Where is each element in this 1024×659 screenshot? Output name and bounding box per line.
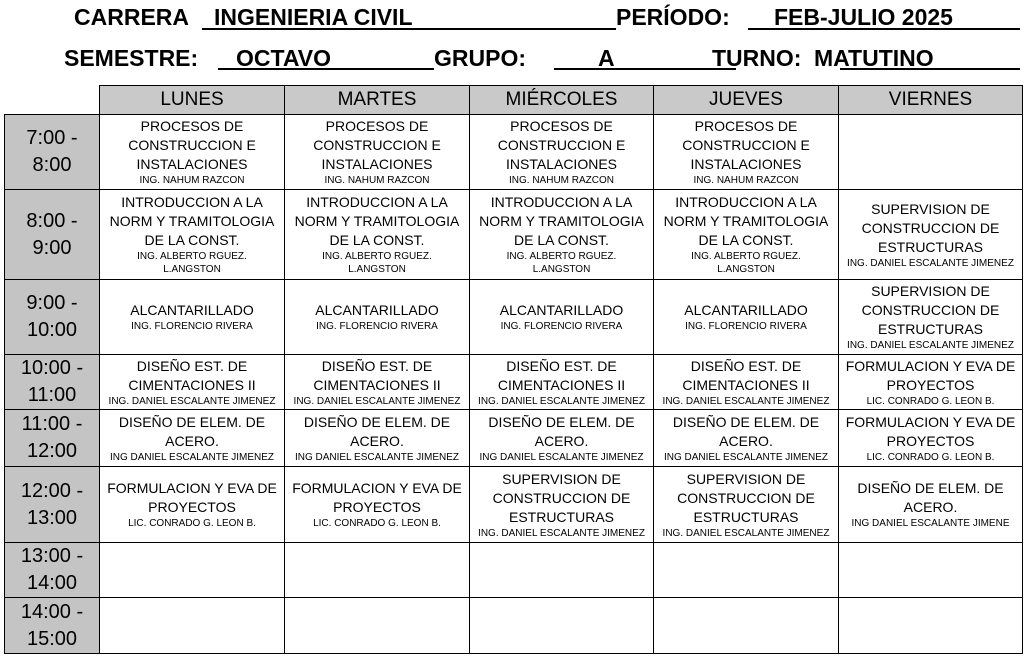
subject-name: DISEÑO DE ELEM. DE: [488, 413, 635, 430]
carrera-value: INGENIERIA CIVIL: [214, 4, 413, 30]
subject-name: DE LA CONST.: [698, 232, 794, 248]
class-cell: [839, 467, 1023, 543]
professor-name: ING. NAHUM RAZCON: [139, 175, 245, 186]
professor-name: ING. ALBERTO RGUEZ.: [137, 251, 247, 262]
subject-name: ACERO.: [534, 432, 589, 449]
subject-name: PROCESOS DE: [510, 118, 613, 134]
class-cell: [654, 115, 839, 190]
class-cell: [100, 190, 285, 280]
subject-name: PROYECTOS: [886, 376, 975, 393]
time-slot-text: 14:00: [26, 572, 78, 594]
subject-name: ACERO.: [903, 499, 958, 515]
time-slot-text: 13:00 -: [20, 545, 84, 567]
subject-name: PROYECTOS: [333, 499, 421, 515]
subject-name: SUPERVISION DE: [502, 470, 621, 487]
schedule-row: [5, 280, 1023, 355]
class-cell: [839, 598, 1023, 654]
class-cell: [100, 280, 285, 355]
day-header-row: [5, 86, 1023, 115]
subject-name: CONSTRUCCION E: [497, 137, 626, 153]
subject-name: CONSTRUCCION DE: [677, 489, 815, 506]
subject-name: ESTRUCTURAS: [508, 508, 614, 525]
subject-name: FORMULACION Y EVA DE: [107, 480, 277, 496]
subject-name: SUPERVISION DE: [871, 200, 990, 217]
subject-name: FORMULACION Y EVA DE: [292, 480, 462, 496]
class-cell: [285, 410, 470, 467]
professor-name: ING. DANIEL ESCALANTE JIMENEZ: [662, 395, 830, 407]
subject-name: INTRODUCCION A LA: [490, 194, 633, 210]
day-header-miercoles: MIÉRCOLES: [470, 86, 654, 115]
schedule-row: [5, 410, 1023, 467]
subject-name: DISEÑO EST. DE: [506, 357, 617, 374]
time-slot: [5, 355, 100, 410]
schedule-row: [5, 598, 1023, 654]
professor-name: ING. DANIEL ESCALANTE JIMENEZ: [847, 257, 1014, 269]
subject-name: CIMENTACIONES II: [497, 376, 626, 393]
time-slot: [5, 115, 100, 190]
time-slot: [5, 467, 100, 543]
time-slot: [5, 598, 100, 654]
professor-name: ING. FLORENCIO RIVERA: [131, 321, 253, 332]
time-slot-text: 9:00: [32, 236, 72, 259]
class-cell: [100, 543, 285, 598]
turno-value: MATUTINO: [814, 45, 934, 71]
class-cell: [100, 410, 285, 467]
subject-name: DISEÑO EST. DE: [321, 357, 433, 374]
subject-name: NORM Y TRAMITOLOGIA: [294, 213, 460, 229]
subject-name: DISEÑO DE ELEM. DE: [857, 480, 1004, 496]
subject-name: PROYECTOS: [148, 499, 236, 515]
class-cell: [470, 115, 654, 190]
time-slot-text: 10:00 -: [20, 357, 84, 379]
class-cell: [470, 190, 654, 280]
subject-name: INTRODUCCION A LA: [675, 194, 817, 210]
class-cell: [285, 355, 470, 410]
subject-name: ACERO.: [719, 432, 773, 449]
semestre-label: SEMESTRE:: [64, 45, 199, 71]
class-cell: [654, 543, 839, 598]
time-slot-text: 15:00: [26, 627, 78, 650]
periodo-value: FEB-JULIO 2025: [774, 4, 953, 30]
professor-name: ING. DANIEL ESCALANTE JIMENEZ: [293, 395, 461, 407]
class-cell: [470, 355, 654, 410]
professor-name: L.ANGSTON: [163, 264, 221, 275]
subject-name: DISEÑO DE ELEM. DE: [303, 413, 451, 430]
professor-name: ING. ALBERTO RGUEZ.: [506, 251, 617, 262]
subject-name: CONSTRUCCION DE: [492, 489, 631, 506]
professor-name: ING. DANIEL ESCALANTE JIMENEZ: [478, 395, 645, 407]
class-cell: [470, 598, 654, 654]
class-cell: [285, 280, 470, 355]
subject-name: CONSTRUCCION DE: [861, 219, 1000, 236]
professor-name: LIC. CONRADO G. LEON B.: [866, 395, 995, 407]
class-cell: [654, 355, 839, 410]
class-cell: [839, 543, 1023, 598]
class-cell: [470, 543, 654, 598]
class-cell: [654, 467, 839, 543]
subject-name: INSTALACIONES: [690, 156, 802, 172]
day-header-lunes: LUNES: [100, 86, 285, 115]
subject-name: DISEÑO EST. DE: [690, 357, 802, 374]
time-slot: [5, 280, 100, 355]
subject-name: ALCANTARILLADO: [315, 302, 439, 318]
corner-cell: [5, 86, 100, 115]
schedule-row: [5, 355, 1023, 410]
class-cell: [100, 467, 285, 543]
professor-name: L.ANGSTON: [532, 264, 591, 275]
time-slot-text: 7:00 -: [26, 127, 78, 149]
schedule-table: [4, 85, 1023, 654]
professor-name: ING DANIEL ESCALANTE JIMENEZ: [294, 451, 460, 463]
time-slot-text: 11:00: [27, 384, 77, 406]
professor-name: ING. DANIEL ESCALANTE JIMENEZ: [847, 340, 1014, 351]
professor-name: ING DANIEL ESCALANTE JIMENEZ: [479, 451, 644, 463]
class-cell: [470, 280, 654, 355]
subject-name: FORMULACION Y EVA DE: [845, 357, 1016, 374]
class-cell: [839, 280, 1023, 355]
time-slot-text: 11:00 -: [21, 413, 83, 435]
day-header-jueves: JUEVES: [654, 86, 839, 115]
professor-name: ING DANIEL ESCALANTE JIMENEZ: [109, 451, 275, 463]
subject-name: ESTRUCTURAS: [877, 238, 983, 255]
subject-name: INTRODUCCION A LA: [306, 194, 448, 210]
time-slot-text: 14:00 -: [20, 600, 84, 623]
schedule-row: [5, 115, 1023, 190]
turno-label: TURNO:: [712, 45, 802, 71]
day-header-viernes: VIERNES: [839, 86, 1023, 115]
subject-name: CIMENTACIONES II: [128, 376, 256, 393]
grupo-underline: [554, 68, 736, 70]
subject-name: ESTRUCTURAS: [877, 321, 983, 337]
class-cell: [839, 190, 1023, 280]
professor-name: ING. ALBERTO RGUEZ.: [691, 251, 801, 262]
professor-name: ING. DANIEL ESCALANTE JIMENEZ: [662, 527, 830, 539]
professor-name: ING. DANIEL ESCALANTE JIMENEZ: [478, 527, 645, 539]
professor-name: ING. FLORENCIO RIVERA: [316, 321, 438, 332]
class-cell: [839, 115, 1023, 190]
subject-name: SUPERVISION DE: [686, 470, 806, 487]
professor-name: ING. NAHUM RAZCON: [693, 175, 799, 186]
class-cell: [100, 598, 285, 654]
class-cell: [654, 190, 839, 280]
time-slot: [5, 410, 100, 467]
schedule-row: [5, 190, 1023, 280]
subject-name: INSTALACIONES: [136, 156, 248, 172]
subject-name: CIMENTACIONES II: [682, 376, 810, 393]
professor-name: L.ANGSTON: [717, 264, 775, 275]
subject-name: PROYECTOS: [886, 432, 975, 449]
subject-name: DISEÑO DE ELEM. DE: [672, 413, 820, 430]
professor-name: ING. ALBERTO RGUEZ.: [322, 251, 432, 262]
time-slot-text: 12:00 -: [20, 479, 84, 502]
time-slot-text: 13:00: [26, 506, 78, 529]
class-cell: [470, 467, 654, 543]
subject-name: INSTALACIONES: [506, 156, 617, 172]
class-cell: [470, 410, 654, 467]
subject-name: PROCESOS DE: [325, 118, 429, 134]
subject-name: DE LA CONST.: [514, 232, 609, 248]
professor-name: ING DANIEL ESCALANTE JIMENE: [851, 518, 1010, 529]
subject-name: NORM Y TRAMITOLOGIA: [663, 213, 829, 229]
class-cell: [839, 355, 1023, 410]
class-cell: [839, 410, 1023, 467]
time-slot-text: 12:00: [26, 440, 78, 462]
subject-name: ALCANTARILLADO: [684, 302, 808, 318]
class-cell: [654, 410, 839, 467]
subject-name: CONSTRUCCION E: [682, 137, 810, 153]
time-slot-text: 8:00 -: [26, 209, 78, 232]
subject-name: DISEÑO DE ELEM. DE: [118, 413, 266, 430]
professor-name: ING. DANIEL ESCALANTE JIMENEZ: [108, 395, 276, 407]
subject-name: CIMENTACIONES II: [313, 376, 441, 393]
subject-name: INTRODUCCION A LA: [121, 194, 263, 210]
class-cell: [654, 598, 839, 654]
semestre-value: OCTAVO: [236, 45, 331, 71]
subject-name: DE LA CONST.: [329, 232, 425, 248]
time-slot-text: 10:00: [26, 319, 78, 341]
class-cell: [654, 280, 839, 355]
subject-name: ACERO.: [165, 432, 219, 449]
subject-name: NORM Y TRAMITOLOGIA: [109, 213, 275, 229]
schedule-row: [5, 543, 1023, 598]
professor-name: ING. FLORENCIO RIVERA: [500, 321, 623, 332]
subject-name: DISEÑO EST. DE: [136, 357, 248, 374]
subject-name: ALCANTARILLADO: [130, 302, 254, 318]
subject-name: CONSTRUCCION E: [128, 137, 256, 153]
subject-name: CONSTRUCCION DE: [861, 302, 1000, 318]
class-cell: [285, 467, 470, 543]
periodo-label: PERÍODO:: [616, 4, 730, 30]
subject-name: ACERO.: [350, 432, 404, 449]
class-cell: [100, 115, 285, 190]
subject-name: FORMULACION Y EVA DE: [845, 413, 1016, 430]
professor-name: LIC. CONRADO G. LEON B.: [313, 518, 441, 529]
professor-name: ING DANIEL ESCALANTE JIMENEZ: [663, 451, 829, 463]
carrera-label: CARRERA: [74, 4, 189, 30]
subject-name: SUPERVISION DE: [871, 283, 990, 299]
professor-name: ING. NAHUM RAZCON: [509, 175, 614, 186]
subject-name: PROCESOS DE: [140, 118, 244, 134]
time-slot: [5, 543, 100, 598]
subject-name: ALCANTARILLADO: [499, 302, 624, 318]
professor-name: ING. FLORENCIO RIVERA: [685, 321, 807, 332]
subject-name: PROCESOS DE: [694, 118, 798, 134]
subject-name: DE LA CONST.: [144, 232, 240, 248]
subject-name: NORM Y TRAMITOLOGIA: [479, 213, 644, 229]
subject-name: CONSTRUCCION E: [313, 137, 441, 153]
time-slot-text: 9:00 -: [26, 292, 78, 314]
class-cell: [285, 543, 470, 598]
class-cell: [100, 355, 285, 410]
professor-name: L.ANGSTON: [348, 264, 406, 275]
grupo-label: GRUPO:: [434, 45, 526, 71]
subject-name: ESTRUCTURAS: [693, 508, 799, 525]
time-slot: [5, 190, 100, 280]
professor-name: ING. NAHUM RAZCON: [324, 175, 430, 186]
time-slot-text: 8:00: [32, 154, 72, 176]
subject-name: INSTALACIONES: [321, 156, 433, 172]
schedule-row: [5, 467, 1023, 543]
professor-name: LIC. CONRADO G. LEON B.: [866, 451, 995, 463]
class-cell: [285, 115, 470, 190]
grupo-value: A: [598, 45, 615, 71]
class-cell: [285, 598, 470, 654]
class-cell: [285, 190, 470, 280]
day-header-martes: MARTES: [285, 86, 470, 115]
professor-name: LIC. CONRADO G. LEON B.: [128, 518, 256, 529]
